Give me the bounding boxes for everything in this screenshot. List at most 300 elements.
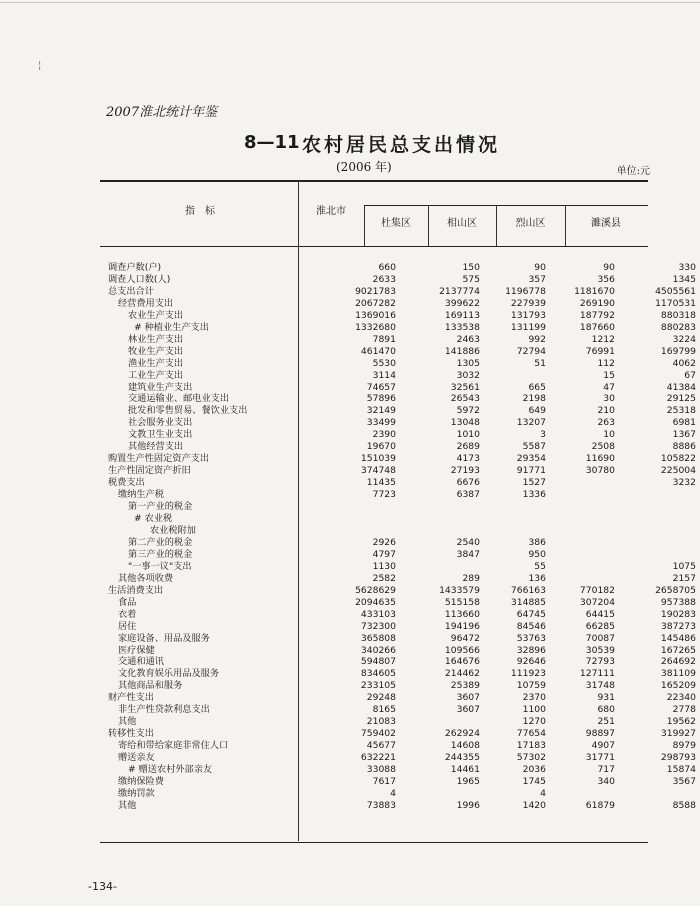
table-row	[108, 477, 696, 489]
cell-duji: 2689	[456, 441, 480, 453]
cell-xiangshan: 32896	[516, 644, 546, 656]
table-row	[108, 334, 696, 346]
cell-duji: 14461	[450, 764, 480, 776]
cell-lieshan: 263	[597, 417, 615, 429]
cell-duji: 13048	[450, 417, 480, 429]
cell-suixi: 2658705	[655, 584, 696, 596]
cell-huaibei: 374748	[360, 465, 396, 477]
cell-lieshan: 61879	[585, 799, 615, 811]
table-row	[108, 680, 696, 692]
cell-xiangshan: 3	[540, 429, 546, 441]
header-bottom-rule	[100, 246, 648, 247]
cell-lieshan: 47	[603, 381, 615, 393]
table-row	[108, 453, 696, 465]
cell-lieshan: 717	[597, 764, 615, 776]
row-label: 工业生产支出	[128, 369, 184, 381]
cell-lieshan	[546, 477, 615, 489]
cell-suixi: 880283	[660, 321, 696, 333]
column-header-lieshan: 烈山区	[515, 218, 546, 229]
row-label: 批发和零售贸易、餐饮业支出	[128, 405, 248, 417]
row-label: 其他各项收费	[118, 572, 174, 584]
cell-huaibei: 5530	[372, 357, 396, 369]
column-divider	[364, 206, 365, 246]
row-label: 购置生产性固定资产支出	[108, 453, 210, 465]
page-subtitle: (2006 年)	[336, 160, 392, 174]
table-row	[108, 668, 696, 680]
cell-duji: 1996	[456, 799, 480, 811]
cell-duji: 1305	[456, 357, 480, 369]
row-label: 文教卫生业支出	[128, 429, 193, 441]
cell-xiangshan: 77654	[516, 728, 546, 740]
cell-huaibei: 365808	[360, 632, 396, 644]
table-row	[108, 298, 696, 310]
scan-mark: ¦	[38, 60, 42, 71]
cell-huaibei	[340, 525, 396, 537]
cell-lieshan: 356	[597, 273, 615, 285]
cell-xiangshan: 2198	[522, 393, 546, 405]
cell-suixi: 957388	[660, 596, 696, 608]
cell-lieshan: 30539	[585, 644, 615, 656]
cell-xiangshan: 1527	[522, 477, 546, 489]
cell-huaibei: 3114	[372, 369, 396, 381]
table-row	[108, 609, 696, 621]
cell-lieshan: 931	[597, 692, 615, 704]
cell-suixi: 6981	[672, 417, 696, 429]
table-row	[108, 752, 696, 764]
row-label: # 农业税	[134, 513, 173, 525]
row-label: # 赠送农村外部亲友	[128, 764, 213, 776]
cell-duji: 6387	[456, 489, 480, 501]
row-label: 家庭设备、用品及服务	[118, 632, 210, 644]
column-header-duji: 杜集区	[381, 218, 411, 229]
cell-lieshan: 112	[597, 357, 615, 369]
column-divider	[428, 206, 429, 246]
cell-duji: 4173	[456, 453, 480, 465]
row-label: 寄给和带给家庭非常住人口	[118, 740, 229, 752]
cell-huaibei: 1369016	[355, 309, 396, 321]
cell-huaibei: 9021783	[355, 285, 396, 297]
table-row	[108, 405, 696, 417]
cell-huaibei: 660	[378, 262, 396, 273]
row-label: 社会服务业支出	[128, 417, 193, 429]
cell-suixi: 15874	[666, 764, 696, 776]
table-row	[108, 740, 696, 752]
cell-duji: 5972	[456, 405, 480, 417]
cell-huaibei: 233105	[360, 680, 396, 692]
cell-duji	[396, 513, 480, 525]
table-row	[108, 370, 696, 382]
cell-xiangshan: 13207	[516, 417, 546, 429]
cell-suixi: 3567	[672, 775, 696, 787]
cell-duji	[396, 561, 480, 573]
row-label: 林业生产支出	[128, 333, 184, 345]
cell-duji: 109566	[444, 644, 480, 656]
cell-suixi: 25318	[666, 405, 696, 417]
cell-huaibei: 21083	[366, 716, 396, 728]
cell-duji: 27193	[450, 465, 480, 477]
cell-huaibei: 433103	[360, 608, 396, 620]
cell-xiangshan: 386	[528, 536, 546, 548]
cell-lieshan	[546, 513, 615, 525]
row-label: 生产性固定资产折旧	[108, 465, 191, 477]
cell-xiangshan: 950	[528, 548, 546, 560]
page-number: -134-	[88, 880, 117, 893]
cell-xiangshan: 29354	[516, 453, 546, 465]
cell-xiangshan: 665	[528, 381, 546, 393]
cell-suixi	[615, 537, 696, 549]
row-label: 交通运输业、邮电业支出	[128, 393, 230, 405]
cell-xiangshan: 1270	[522, 716, 546, 728]
row-label: 衣着	[118, 608, 137, 620]
cell-huaibei: 45677	[366, 740, 396, 752]
cell-xiangshan: 90	[534, 262, 546, 273]
cell-huaibei: 11435	[366, 477, 396, 489]
row-label: 食品	[118, 596, 137, 608]
cell-xiangshan: 17183	[516, 740, 546, 752]
cell-lieshan: 76991	[585, 345, 615, 357]
cell-huaibei: 2926	[372, 536, 396, 548]
row-label: 其他商品和服务	[118, 680, 183, 692]
subheader-rule	[364, 205, 648, 206]
cell-huaibei	[340, 513, 396, 525]
row-label: 缴纳保险费	[118, 775, 164, 787]
cell-huaibei: 834605	[360, 668, 396, 680]
cell-xiangshan: 10759	[516, 680, 546, 692]
cell-duji: 1965	[456, 775, 480, 787]
cell-suixi	[615, 525, 696, 537]
table-row	[108, 441, 696, 453]
cell-xiangshan: 1100	[522, 704, 546, 716]
cell-xiangshan: 64745	[516, 608, 546, 620]
cell-huaibei: 7617	[372, 775, 396, 787]
row-label: 农业生产支出	[128, 309, 184, 321]
row-label: 渔业生产支出	[128, 357, 184, 369]
cell-duji	[396, 501, 480, 513]
cell-xiangshan: 111923	[510, 668, 546, 680]
cell-lieshan	[546, 501, 615, 513]
cell-xiangshan: 227939	[510, 297, 546, 309]
cell-duji	[396, 525, 480, 537]
table-row	[108, 382, 696, 394]
cell-suixi: 1367	[672, 429, 696, 441]
row-label: 缴纳罚款	[118, 787, 155, 799]
cell-suixi: 4505561	[655, 285, 696, 297]
row-label: 税费支出	[108, 477, 145, 489]
cell-lieshan: 680	[597, 704, 615, 716]
cell-xiangshan: 1745	[522, 775, 546, 787]
cell-duji: 3032	[456, 369, 480, 381]
cell-suixi: 264692	[660, 656, 696, 668]
cell-lieshan: 1181670	[574, 285, 615, 297]
row-label: 调查人口数(人)	[108, 273, 171, 285]
cell-suixi: 67	[684, 369, 696, 381]
cell-huaibei	[340, 501, 396, 513]
cell-suixi: 3232	[672, 477, 696, 489]
cell-lieshan: 30	[603, 393, 615, 405]
cell-huaibei: 151039	[360, 453, 396, 465]
row-label: 牧业生产支出	[128, 345, 184, 357]
cell-suixi: 22340	[666, 692, 696, 704]
cell-huaibei: 1130	[372, 560, 396, 572]
table-row	[108, 310, 696, 322]
cell-suixi: 190283	[660, 608, 696, 620]
cell-lieshan: 4907	[591, 740, 615, 752]
table-row	[108, 704, 696, 716]
cell-huaibei: 7723	[372, 489, 396, 501]
cell-suixi: 2157	[672, 572, 696, 584]
yearbook-header: 2007淮北统计年鉴	[106, 105, 218, 120]
cell-lieshan: 210	[597, 405, 615, 417]
cell-duji: 141886	[444, 345, 480, 357]
cell-xiangshan	[480, 525, 546, 537]
table-row	[108, 417, 696, 429]
row-label: 调查户数(户)	[108, 262, 162, 273]
row-label: 其他经营支出	[128, 441, 184, 453]
cell-lieshan: 31771	[585, 752, 615, 764]
row-label: 非生产性贷款利息支出	[118, 704, 210, 716]
cell-duji: 3847	[456, 548, 480, 560]
cell-lieshan: 11690	[585, 453, 615, 465]
cell-huaibei: 8165	[372, 704, 396, 716]
cell-xiangshan	[480, 501, 546, 513]
cell-duji: 133538	[444, 321, 480, 333]
cell-xiangshan: 53763	[516, 632, 546, 644]
row-label: 其他	[118, 716, 137, 728]
table-row	[108, 621, 696, 633]
table-row	[108, 489, 696, 501]
row-label: 交通和通讯	[118, 656, 164, 668]
cell-lieshan: 15	[603, 369, 615, 381]
cell-xiangshan: 1336	[522, 489, 546, 501]
cell-xiangshan: 4	[540, 787, 546, 799]
cell-lieshan	[546, 788, 615, 800]
cell-lieshan: 1212	[591, 333, 615, 345]
cell-xiangshan: 136	[528, 572, 546, 584]
cell-huaibei: 4797	[372, 548, 396, 560]
row-label: 医疗保健	[118, 644, 155, 656]
table-row	[108, 549, 696, 561]
cell-duji: 169113	[444, 309, 480, 321]
cell-lieshan: 187660	[579, 321, 615, 333]
table-row	[108, 597, 696, 609]
cell-lieshan: 31748	[585, 680, 615, 692]
table-row	[108, 776, 696, 788]
cell-xiangshan: 357	[528, 273, 546, 285]
cell-suixi: 169799	[660, 345, 696, 357]
cell-huaibei: 594807	[360, 656, 396, 668]
table-row	[108, 537, 696, 549]
cell-xiangshan: 2370	[522, 692, 546, 704]
cell-huaibei: 33499	[366, 417, 396, 429]
row-label: "一事一议"支出	[128, 560, 192, 572]
cell-suixi	[615, 513, 696, 525]
cell-lieshan: 187792	[579, 309, 615, 321]
cell-suixi: 1075	[672, 560, 696, 572]
cell-lieshan: 2508	[591, 441, 615, 453]
cell-duji: 150	[462, 262, 480, 273]
cell-duji: 96472	[450, 632, 480, 644]
row-label: 财产性支出	[108, 692, 154, 704]
column-header-suixi: 濉溪县	[591, 218, 621, 229]
cell-suixi: 29125	[666, 393, 696, 405]
cell-suixi: 105822	[660, 453, 696, 465]
table-row	[108, 262, 696, 274]
row-label: # 种植业生产支出	[134, 321, 209, 333]
cell-duji: 1010	[456, 429, 480, 441]
cell-duji: 1433579	[439, 584, 480, 596]
table-bottom-rule	[100, 842, 648, 843]
cell-lieshan: 98897	[585, 728, 615, 740]
cell-duji: 26543	[450, 393, 480, 405]
cell-huaibei: 2582	[372, 572, 396, 584]
cell-duji: 164676	[444, 656, 480, 668]
cell-duji: 25389	[450, 680, 480, 692]
cell-duji: 113660	[444, 608, 480, 620]
cell-xiangshan: 72794	[516, 345, 546, 357]
table-row	[108, 656, 696, 668]
cell-suixi: 3224	[672, 333, 696, 345]
row-label: 缴纳生产税	[118, 489, 164, 501]
cell-lieshan: 269190	[579, 297, 615, 309]
cell-lieshan	[546, 573, 615, 585]
cell-suixi: 1170531	[655, 297, 696, 309]
cell-duji: 244355	[444, 752, 480, 764]
cell-suixi: 298793	[660, 752, 696, 764]
cell-xiangshan: 51	[534, 357, 546, 369]
cell-duji: 3607	[456, 692, 480, 704]
cell-huaibei: 2390	[372, 429, 396, 441]
cell-xiangshan: 84546	[516, 620, 546, 632]
table-row	[108, 788, 696, 800]
cell-xiangshan: 992	[528, 333, 546, 345]
cell-xiangshan: 131199	[510, 321, 546, 333]
row-label: 赠送亲友	[118, 752, 155, 764]
cell-huaibei: 732300	[360, 620, 396, 632]
cell-suixi	[615, 549, 696, 561]
cell-lieshan: 770182	[579, 584, 615, 596]
row-label: 居住	[118, 620, 137, 632]
cell-xiangshan: 1196778	[505, 285, 546, 297]
table-row	[108, 645, 696, 657]
cell-xiangshan: 57302	[516, 752, 546, 764]
cell-lieshan	[546, 549, 615, 561]
cell-huaibei: 2067282	[355, 297, 396, 309]
cell-lieshan	[546, 525, 615, 537]
cell-suixi: 165209	[660, 680, 696, 692]
cell-duji: 6676	[456, 477, 480, 489]
cell-xiangshan: 649	[528, 405, 546, 417]
cell-suixi: 167265	[660, 644, 696, 656]
row-label: 转移性支出	[108, 728, 154, 740]
table-row	[108, 346, 696, 358]
cell-suixi	[615, 788, 696, 800]
cell-huaibei: 7891	[372, 333, 396, 345]
table-row	[108, 692, 696, 704]
row-label: 第三产业的税金	[128, 548, 193, 560]
cell-duji: 262924	[444, 728, 480, 740]
row-label: 总支出合计	[108, 285, 154, 297]
cell-lieshan	[546, 561, 615, 573]
cell-huaibei: 33088	[366, 764, 396, 776]
cell-lieshan: 70087	[585, 632, 615, 644]
cell-huaibei: 29248	[366, 692, 396, 704]
cell-xiangshan: 131793	[510, 309, 546, 321]
cell-suixi: 225004	[660, 465, 696, 477]
cell-duji: 2540	[456, 536, 480, 548]
table-row	[108, 513, 696, 525]
cell-lieshan	[546, 537, 615, 549]
cell-suixi: 4062	[672, 357, 696, 369]
table-row	[108, 716, 696, 728]
cell-huaibei: 759402	[360, 728, 396, 740]
cell-lieshan: 340	[597, 775, 615, 787]
column-header-xiangshan: 相山区	[447, 218, 477, 229]
column-divider	[565, 206, 566, 246]
table-body	[108, 262, 696, 812]
cell-xiangshan: 1420	[522, 799, 546, 811]
table-row	[108, 573, 696, 585]
cell-duji: 194196	[444, 620, 480, 632]
table-row	[108, 465, 696, 477]
cell-huaibei: 74657	[366, 381, 396, 393]
cell-lieshan	[546, 489, 615, 501]
cell-suixi: 319927	[660, 728, 696, 740]
cell-duji: 289	[462, 572, 480, 584]
cell-suixi: 1345	[672, 273, 696, 285]
cell-huaibei: 19670	[366, 441, 396, 453]
cell-huaibei: 340266	[360, 644, 396, 656]
column-header-huaibei: 淮北市	[316, 206, 346, 217]
table-row	[108, 800, 696, 812]
table-row	[108, 728, 696, 740]
cell-duji: 575	[462, 273, 480, 285]
column-header-indicator: 指 标	[185, 206, 215, 217]
cell-huaibei: 461470	[360, 345, 396, 357]
cell-suixi: 8979	[672, 740, 696, 752]
cell-suixi: 19562	[666, 716, 696, 728]
cell-xiangshan: 2036	[522, 764, 546, 776]
cell-huaibei: 1332680	[355, 321, 396, 333]
table-row	[108, 286, 696, 298]
cell-duji	[396, 788, 480, 800]
row-label: 农业税附加	[150, 524, 196, 536]
cell-suixi: 880318	[660, 309, 696, 321]
expenditure-table	[108, 262, 696, 812]
cell-duji: 399622	[444, 297, 480, 309]
cell-huaibei: 32149	[366, 405, 396, 417]
cell-xiangshan: 92646	[516, 656, 546, 668]
cell-lieshan: 10	[603, 429, 615, 441]
table-row	[108, 525, 696, 537]
table-row	[108, 322, 696, 334]
cell-duji: 14608	[450, 740, 480, 752]
table-row	[108, 274, 696, 286]
cell-suixi: 145486	[660, 632, 696, 644]
cell-huaibei: 4	[390, 787, 396, 799]
cell-lieshan: 251	[597, 716, 615, 728]
cell-lieshan: 90	[603, 262, 615, 273]
row-label: 文化教育娱乐用品及服务	[118, 668, 220, 680]
row-label: 建筑业生产支出	[128, 381, 193, 393]
cell-suixi: 2778	[672, 704, 696, 716]
table-row	[108, 561, 696, 573]
cell-suixi	[615, 501, 696, 513]
cell-huaibei: 73883	[366, 799, 396, 811]
row-label: 经营费用支出	[118, 297, 174, 309]
cell-xiangshan: 55	[534, 560, 546, 572]
cell-xiangshan	[480, 370, 546, 382]
cell-huaibei: 5628629	[355, 584, 396, 596]
